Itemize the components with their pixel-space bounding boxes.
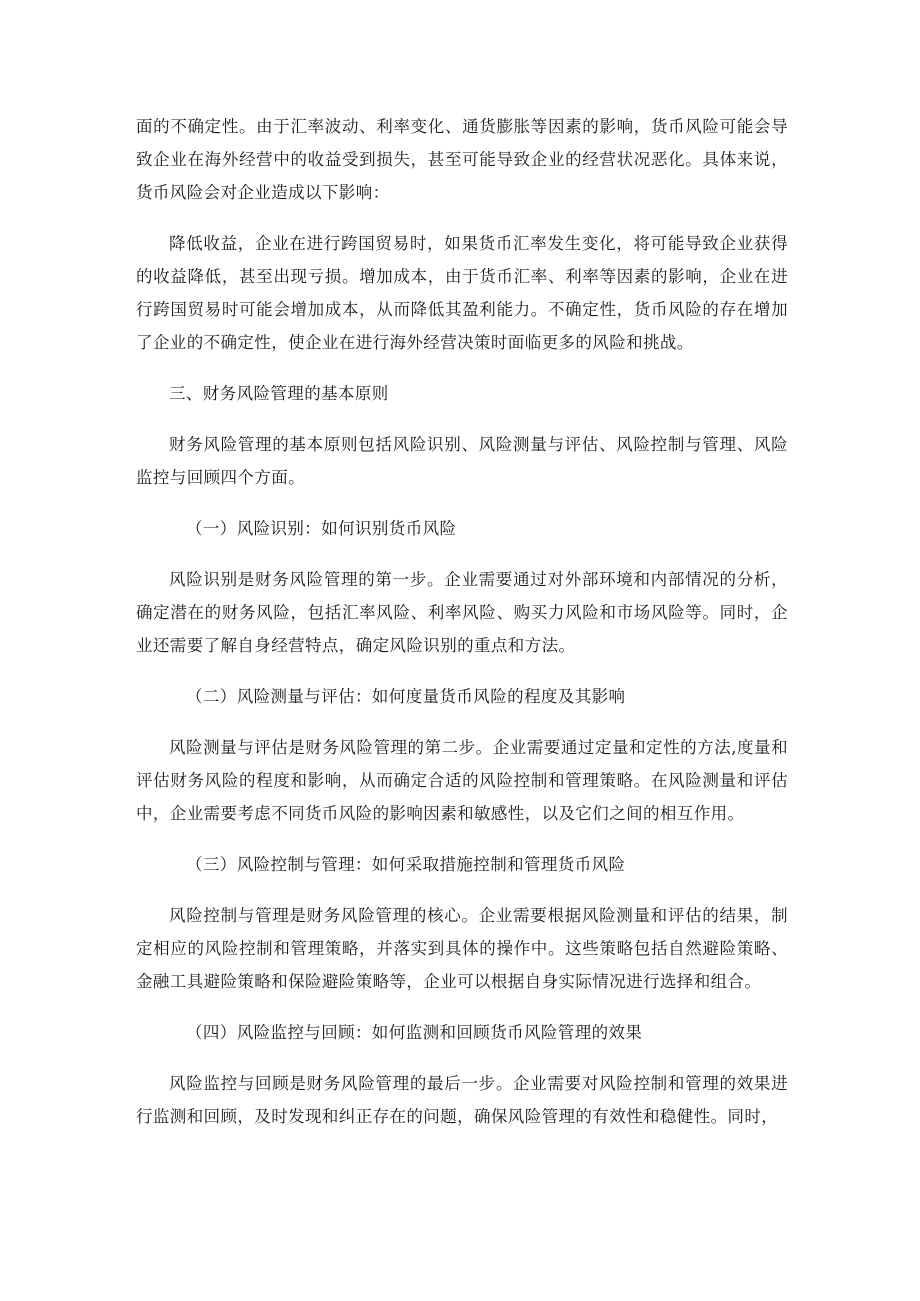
paragraph-risk-identification: 风险识别是财务风险管理的第一步。企业需要通过对外部环境和内部情况的分析，确定潜在的财务风险，包括汇率风险、利率风险、购买力风险和市场风险等。同时，企业还需要了解自身经营特点，确定风险识别的重点和方法。 (136, 570, 788, 655)
subheading-risk-control: （三）风险控制与管理：如何采取措施控制和管理货币风险 (186, 855, 626, 874)
subheading-risk-monitoring: （四）风险监控与回顾：如何监测和回顾货币风险管理的效果 (186, 1023, 643, 1042)
paragraph-currency-risk-effects: 降低收益，企业在进行跨国贸易时，如果货币汇率发生变化，将可能导致企业获得的收益降低，甚至出现亏损。增加成本，由于货币汇率、利率等因素的影响，企业在进行跨国贸易时可能会增加成本，从而降低其盈利能力。不确定性，货币风险的存在增加了企业的不确定性，使企业在进行海外经营决策时面临更多的风险和挑战。 (136, 234, 788, 352)
section-heading-3: 三、财务风险管理的基本原则 (169, 384, 389, 403)
paragraph-risk-monitoring: 风险监控与回顾是财务风险管理的最后一步。企业需要对风险控制和管理的效果进行监测和回顾，及时发现和纠正存在的问题，确保风险管理的有效性和稳健性。同时， (136, 1074, 788, 1126)
paragraph-principles-overview: 财务风险管理的基本原则包括风险识别、风险测量与评估、风险控制与管理、风险监控与回顾四个方面。 (136, 435, 788, 487)
document-page (136, 110, 788, 1151)
paragraph-risk-measurement: 风险测量与评估是财务风险管理的第二步。企业需要通过定量和定性的方法,度量和评估财务风险的程度和影响，从而确定合适的风险控制和管理策略。在风险测量和评估中，企业需要考虑不同货币风险的影响因素和敏感性，以及它们之间的相互作用。 (136, 738, 788, 823)
paragraph-risk-control: 风险控制与管理是财务风险管理的核心。企业需要根据风险测量和评估的结果，制定相应的风险控制和管理策略，并落实到具体的操作中。这些策略包括自然避险策略、金融工具避险策略和保险避险策略等，企业可以根据自身实际情况进行选择和组合。 (136, 906, 788, 991)
subheading-risk-measurement: （二）风险测量与评估：如何度量货币风险的程度及其影响 (186, 687, 626, 706)
subheading-risk-identification: （一）风险识别：如何识别货币风险 (186, 519, 457, 538)
paragraph-currency-risk-intro: 面的不确定性。由于汇率波动、利率变化、通货膨胀等因素的影响，货币风险可能会导致企业在海外经营中的收益受到损失，甚至可能导致企业的经营状况恶化。具体来说，货币风险会对企业造成以下影响： (136, 117, 788, 202)
